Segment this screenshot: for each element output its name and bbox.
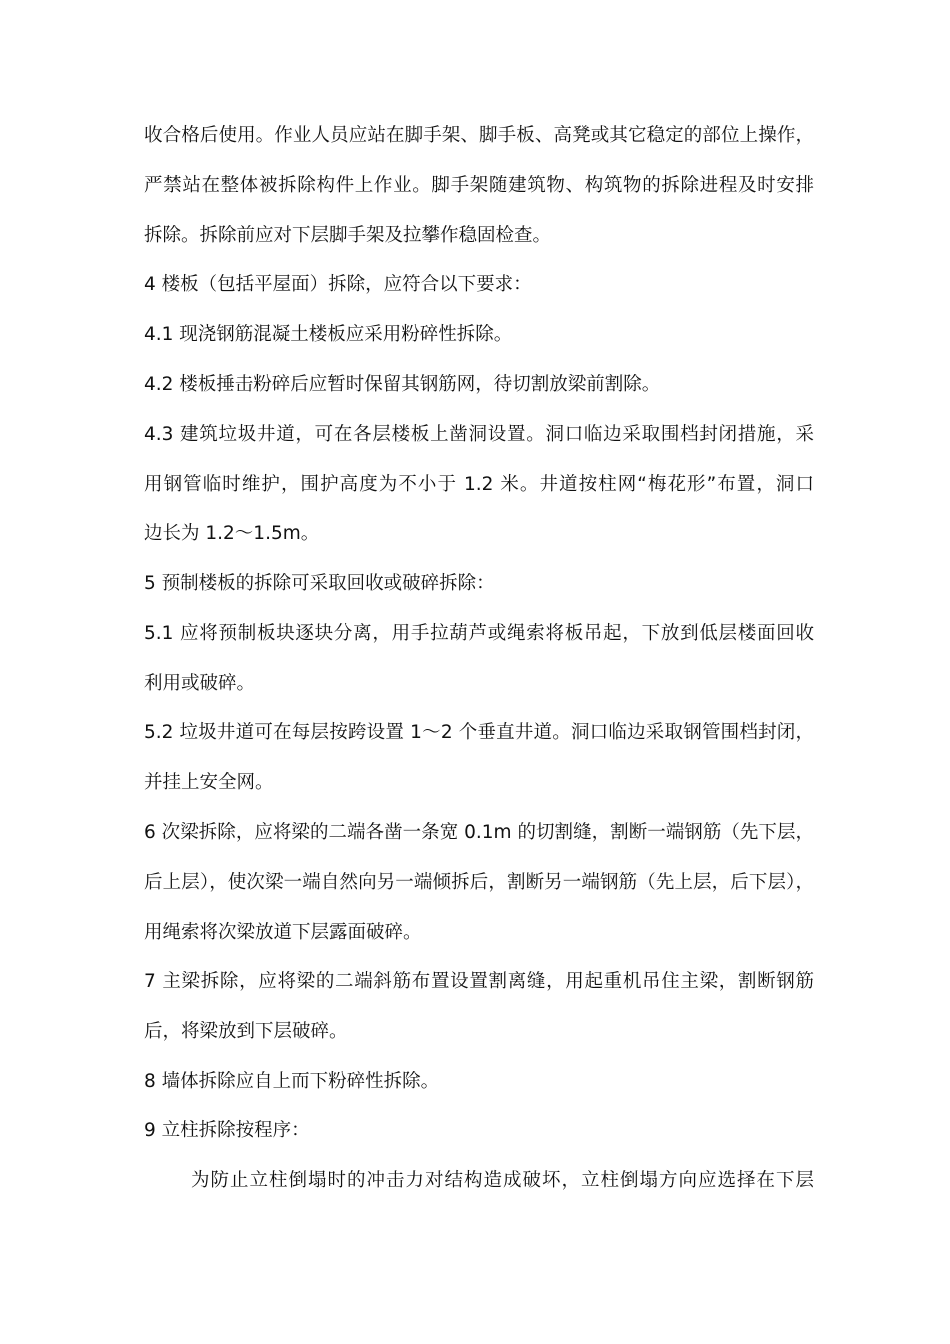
- text-line: 用绳索将次梁放道下层露面破碎。: [144, 922, 422, 943]
- text-line: 4.3 建筑垃圾井道，可在各层楼板上凿洞设置。洞口临边采取围档封闭措施，采: [144, 424, 814, 445]
- text-line: 用钢管临时维护，围护高度为不小于 1.2 米。井道按柱网“梅花形”布置，洞口: [144, 474, 814, 495]
- text-line: 后，将梁放到下层破碎。: [144, 1021, 348, 1042]
- text-line: 收合格后使用。作业人员应站在脚手架、脚手板、高凳或其它稳定的部位上操作，: [144, 125, 814, 146]
- text-line: 拆除。拆除前应对下层脚手架及拉攀作稳固检查。: [144, 225, 552, 246]
- text-line: 为防止立柱倒塌时的冲击力对结构造成破坏，立柱倒塌方向应选择在下层: [191, 1170, 814, 1191]
- text-line: 严禁站在整体被拆除构件上作业。脚手架随建筑物、构筑物的拆除进程及时安排: [144, 175, 814, 196]
- text-line: 边长为 1.2～1.5m。: [144, 523, 320, 544]
- section-heading: 7 主梁拆除，应将梁的二端斜筋布置设置割离缝，用起重机吊住主梁，割断钢筋: [144, 971, 814, 992]
- text-line: 并挂上安全网。: [144, 772, 274, 793]
- text-line: 5.2 垃圾井道可在每层按跨设置 1～2 个垂直井道。洞口临边采取钢管围档封闭，: [144, 722, 814, 743]
- text-line: 4.1 现浇钢筋混凝土楼板应采用粉碎性拆除。: [144, 324, 513, 345]
- section-heading: 4 楼板（包括平屋面）拆除，应符合以下要求：: [144, 274, 532, 295]
- section-heading: 5 预制楼板的拆除可采取回收或破碎拆除：: [144, 573, 495, 594]
- text-line: 4.2 楼板捶击粉碎后应暂时保留其钢筋网，待切割放梁前割除。: [144, 374, 661, 395]
- section-heading: 6 次梁拆除，应将梁的二端各凿一条宽 0.1m 的切割缝，割断一端钢筋（先下层，: [144, 822, 814, 843]
- section-heading: 9 立柱拆除按程序：: [144, 1120, 310, 1141]
- text-line: 利用或破碎。: [144, 673, 256, 694]
- text-line: 5.1 应将预制板块逐块分离，用手拉葫芦或绳索将板吊起，下放到低层楼面回收: [144, 623, 814, 644]
- text-line: 后上层），使次梁一端自然向另一端倾拆后，割断另一端钢筋（先上层，后下层），: [144, 872, 814, 893]
- section-heading: 8 墙体拆除应自上而下粉碎性拆除。: [144, 1071, 440, 1092]
